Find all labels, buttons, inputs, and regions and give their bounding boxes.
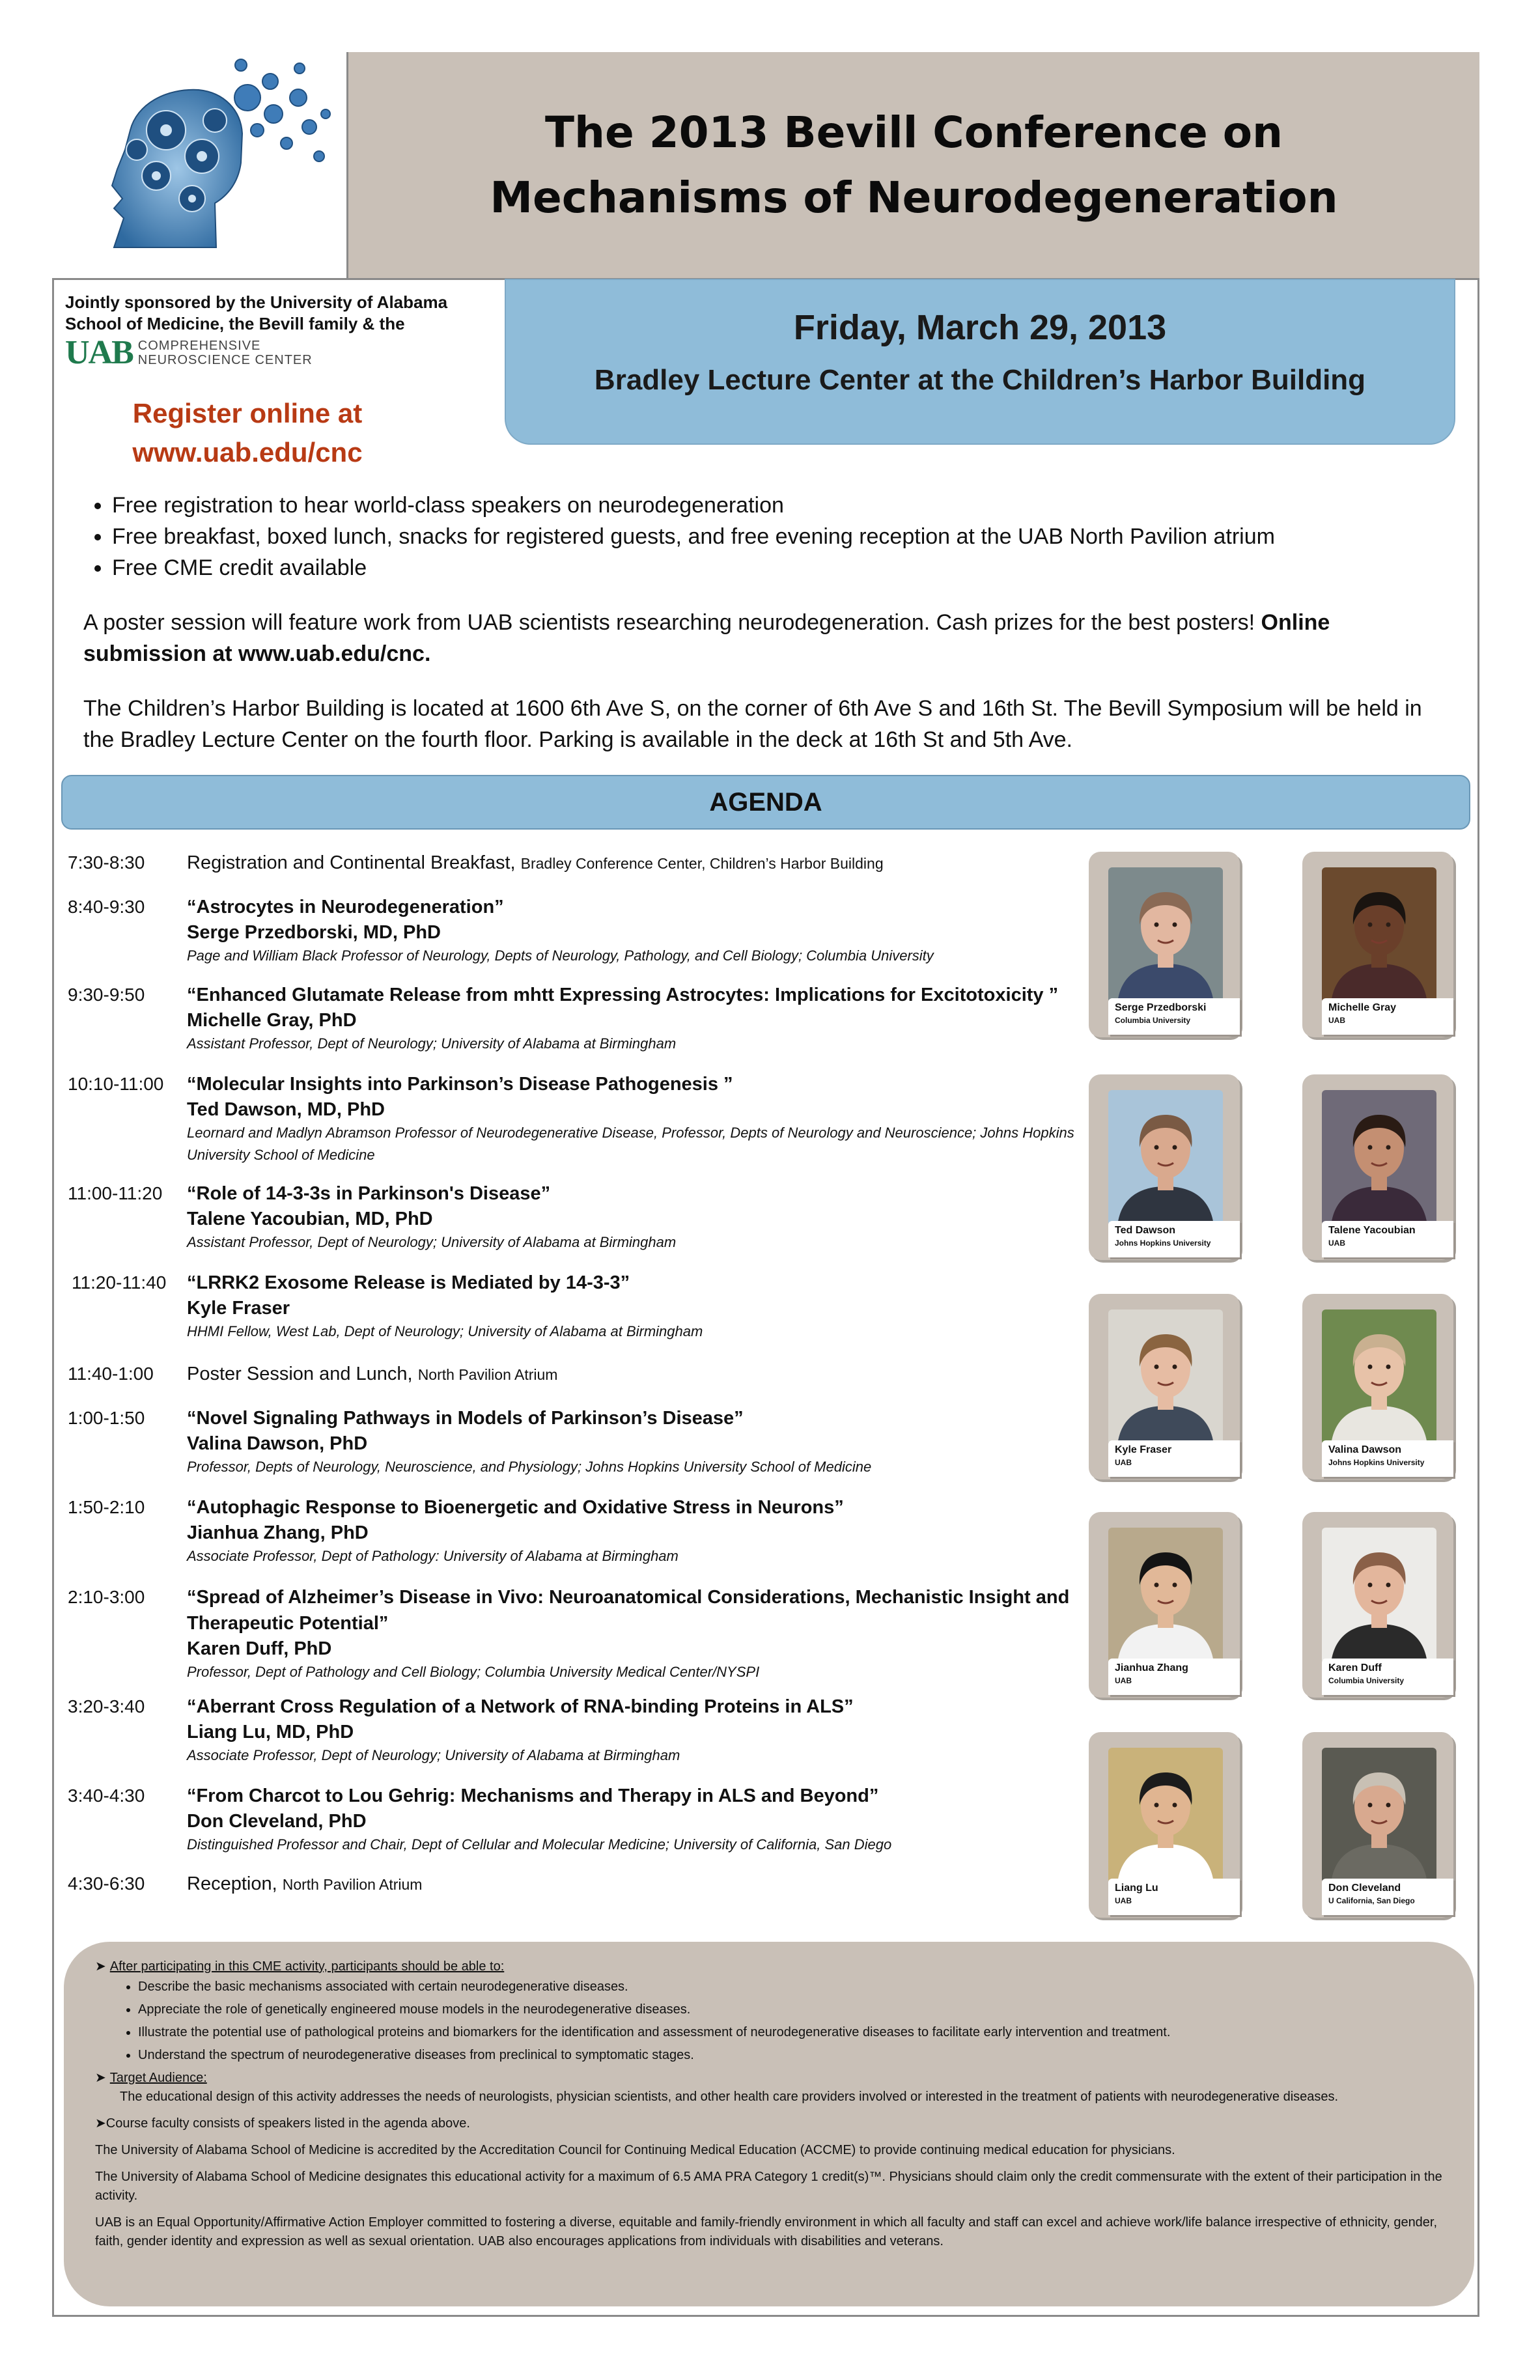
- speaker-name: Liang Lu, MD, PhD: [187, 1722, 354, 1743]
- agenda-body: [187, 1181, 1092, 1253]
- arrow-bullet-icon: ➤: [95, 2116, 106, 2131]
- agenda-event-location: North Pavilion Atrium: [282, 1876, 423, 1893]
- eeo-text: UAB is an Equal Opportunity/Affirmative Action Employer committed to fostering a diverse, equitable and family-friendly environment in which all faculty and staff can excel and achieve work/life balance irrespective of ethnicity, gender, faith, gender identity and expression as well as sexual orientation. UAB also encourages applications from individuals with disabilities and veterans.: [95, 2215, 1438, 2248]
- talk-title: “From Charcot to Lou Gehrig: Mechanisms and Therapy in ALS and Beyond”: [187, 1785, 879, 1806]
- agenda-body: [187, 1405, 1092, 1478]
- caption-name: Valina Dawson: [1328, 1444, 1402, 1455]
- poster-text: A poster session will feature work from UAB scientists researching neurodegeneration. Cash prizes for the best posters!: [83, 610, 1255, 635]
- speaker-caption: [1108, 1659, 1240, 1695]
- caption-institution: Johns Hopkins University: [1115, 1239, 1211, 1248]
- title-line-1: The 2013 Bevill Conference on: [544, 107, 1283, 158]
- speaker-name: Ted Dawson, MD, PhD: [187, 1099, 385, 1120]
- speaker-name: Talene Yacoubian, MD, PhD: [187, 1209, 433, 1229]
- caption-institution: Columbia University: [1328, 1676, 1405, 1685]
- speaker-card: [1089, 1294, 1240, 1479]
- sponsor-line-1: Jointly sponsored by the University of Alabama: [65, 292, 448, 312]
- caption-name: Ted Dawson: [1115, 1225, 1176, 1236]
- speaker-name: Karen Duff, PhD: [187, 1638, 332, 1659]
- speaker-card: [1089, 1732, 1240, 1918]
- speaker-photo: [1108, 1528, 1223, 1663]
- center-line-1: COMPREHENSIVE: [137, 339, 261, 353]
- conference-title: [348, 52, 1479, 280]
- speaker-name: Jianhua Zhang, PhD: [187, 1522, 369, 1543]
- speaker-affiliation: Professor, Dept of Pathology and Cell Biology; Columbia University Medical Center/NYSPI: [187, 1664, 760, 1680]
- speaker-affiliation: Assistant Professor, Dept of Neurology; University of Alabama at Birmingham: [187, 1035, 677, 1052]
- objective-item: • Understand the spectrum of neurodegenerative diseases from preclinical to symptomatic stages.: [138, 2046, 1443, 2065]
- agenda-body: [187, 1494, 1092, 1567]
- speaker-caption: [1108, 1221, 1240, 1257]
- center-line-2: NEUROSCIENCE CENTER: [137, 353, 313, 367]
- uab-cnc-logo: [65, 334, 313, 371]
- talk-title: “Novel Signaling Pathways in Models of Parkinson’s Disease”: [187, 1408, 744, 1429]
- sponsor-text: [65, 292, 495, 335]
- agenda-heading: AGENDA: [61, 775, 1470, 830]
- agenda-body: [187, 894, 1092, 967]
- cme-info-box: [64, 1942, 1474, 2306]
- agenda-body: [187, 1783, 1092, 1856]
- caption-institution: UAB: [1115, 1676, 1132, 1685]
- agenda-body: [187, 1694, 1092, 1767]
- objective-item: • Appreciate the role of genetically engineered mouse models in the neurodegenerative diseases.: [138, 2000, 1443, 2019]
- agenda-time: 11:40-1:00: [68, 1364, 154, 1384]
- speaker-photo: [1322, 867, 1436, 1003]
- sponsor-line-2: School of Medicine, the Bevill family & the: [65, 314, 405, 333]
- caption-institution: UAB: [1115, 1458, 1132, 1467]
- speaker-caption: [1322, 1659, 1453, 1695]
- agenda-time: 4:30-6:30: [68, 1873, 145, 1894]
- talk-title: “Spread of Alzheimer’s Disease in Vivo: Neuroanatomical Considerations, Mechanistic Insight and Therapeutic Potential”: [187, 1587, 1070, 1634]
- agenda-time: 1:00-1:50: [68, 1408, 145, 1428]
- caption-institution: Columbia University: [1115, 1016, 1191, 1025]
- caption-institution: UAB: [1115, 1896, 1132, 1905]
- agenda-body: [187, 1584, 1092, 1683]
- speaker-card: [1302, 1074, 1453, 1260]
- speaker-caption: [1108, 1879, 1240, 1915]
- benefit-item: • Free registration to hear world-class speakers on neurodegeneration: [112, 490, 1457, 521]
- audience-heading: [95, 2069, 1443, 2088]
- gear-head-icon: [52, 52, 346, 277]
- speaker-photo: [1108, 1309, 1223, 1445]
- agenda-body: [187, 982, 1092, 1055]
- caption-institution: Johns Hopkins University: [1328, 1458, 1425, 1467]
- speaker-photo: [1108, 867, 1223, 1003]
- agenda-body: [187, 1270, 1092, 1343]
- agenda-event-name: Registration and Continental Breakfast,: [187, 852, 516, 873]
- speaker-card: [1089, 852, 1240, 1037]
- speaker-affiliation: Professor, Depts of Neurology, Neuroscience, and Physiology; Johns Hopkins University School of Medicine: [187, 1459, 872, 1475]
- agenda-time: 7:30-8:30: [68, 852, 145, 873]
- agenda-time: 10:10-11:00: [68, 1074, 164, 1094]
- speaker-photo: [1108, 1748, 1223, 1883]
- agenda-event: [187, 1871, 1092, 1897]
- caption-name: Talene Yacoubian: [1328, 1225, 1416, 1236]
- speaker-name: Kyle Fraser: [187, 1298, 290, 1319]
- talk-title: “Enhanced Glutamate Release from mhtt Expressing Astrocytes: Implications for Excitotoxicity ”: [187, 985, 1059, 1005]
- speaker-affiliation: HHMI Fellow, West Lab, Dept of Neurology; University of Alabama at Birmingham: [187, 1323, 703, 1339]
- caption-name: Kyle Fraser: [1115, 1444, 1172, 1455]
- agenda-time: 11:20-11:40: [72, 1272, 167, 1293]
- agenda-time: 1:50-2:10: [68, 1497, 145, 1517]
- agenda-time: 9:30-9:50: [68, 985, 145, 1005]
- agenda-event-name: Poster Session and Lunch,: [187, 1364, 413, 1384]
- register-url[interactable]: www.uab.edu/cnc: [132, 437, 363, 468]
- agenda-body: [187, 1361, 1092, 1388]
- caption-name: Jianhua Zhang: [1115, 1662, 1188, 1673]
- agenda-event: [187, 850, 1092, 876]
- agenda-time: 11:00-11:20: [68, 1183, 163, 1203]
- talk-title: “Molecular Insights into Parkinson’s Disease Pathogenesis ”: [187, 1074, 733, 1095]
- speaker-name: Valina Dawson, PhD: [187, 1433, 368, 1454]
- speaker-name: Don Cleveland, PhD: [187, 1811, 367, 1832]
- speaker-photo: [1322, 1748, 1436, 1883]
- accreditation-text: The University of Alabama School of Medicine is accredited by the Accreditation Council for Continuing Medical Education (ACCME) to provide continuing medical education for physicians.: [95, 2143, 1175, 2157]
- caption-name: Liang Lu: [1115, 1883, 1158, 1894]
- objectives-list: [95, 1978, 1443, 2065]
- caption-name: Karen Duff: [1328, 1662, 1382, 1673]
- event-venue: Bradley Lecture Center at the Children’s Harbor Building: [594, 364, 1366, 396]
- speaker-affiliation: Associate Professor, Dept of Pathology: University of Alabama at Birmingham: [187, 1548, 679, 1564]
- speaker-card: [1302, 1512, 1453, 1698]
- speaker-caption: [1322, 998, 1453, 1035]
- speaker-caption: [1108, 998, 1240, 1035]
- faculty-note: [95, 2114, 1443, 2133]
- talk-title: “LRRK2 Exosome Release is Mediated by 14-3-3”: [187, 1272, 630, 1293]
- register-link[interactable]: [65, 394, 430, 472]
- talk-title: “Astrocytes in Neurodegeneration”: [187, 897, 504, 917]
- intro-section: [83, 490, 1457, 755]
- agenda-time: 2:10-3:00: [68, 1587, 145, 1607]
- register-line-1: Register online at: [132, 398, 363, 428]
- caption-name: Michelle Gray: [1328, 1002, 1397, 1013]
- talk-title: “Role of 14-3-3s in Parkinson's Disease”: [187, 1183, 551, 1204]
- agenda-body: [187, 1871, 1092, 1897]
- speaker-card: [1302, 852, 1453, 1037]
- speaker-caption: [1322, 1440, 1453, 1477]
- caption-institution: UAB: [1328, 1016, 1345, 1025]
- benefit-item: • Free CME credit available: [112, 552, 1457, 583]
- speaker-photo: [1108, 1090, 1223, 1225]
- header-logo: [52, 52, 348, 280]
- speaker-photo: [1322, 1528, 1436, 1663]
- audience-heading-text: Target Audience:: [109, 2071, 207, 2085]
- speaker-card: [1089, 1512, 1240, 1698]
- speaker-card: [1089, 1074, 1240, 1260]
- benefit-list: [83, 490, 1457, 583]
- arrow-bullet-icon: ➤: [95, 1959, 106, 1974]
- objectives-heading-text: After participating in this CME activity, participants should be able to:: [109, 1959, 505, 1974]
- benefit-item: • Free breakfast, boxed lunch, snacks for registered guests, and free evening reception at the UAB North Pavilion atrium: [112, 521, 1457, 552]
- speaker-affiliation: Associate Professor, Dept of Neurology; University of Alabama at Birmingham: [187, 1747, 680, 1763]
- speaker-affiliation: Leornard and Madlyn Abramson Professor of Neurodegenerative Disease, Professor, Depts of Neurology and Neuroscience; Johns Hopkins University School of Medicine: [187, 1125, 1074, 1163]
- poster-paragraph: [83, 607, 1457, 669]
- agenda-body: [187, 1071, 1092, 1166]
- objective-item: • Describe the basic mechanisms associated with certain neurodegenerative diseases.: [138, 1978, 1443, 1996]
- talk-title: “Autophagic Response to Bioenergetic and Oxidative Stress in Neurons”: [187, 1497, 844, 1518]
- agenda-body: [187, 850, 1092, 876]
- audience-text: The educational design of this activity addresses the needs of neurologists, physician scientists, and other health care providers involved or interested in the treatment of patients with neurodegenerative diseases.: [120, 2090, 1339, 2104]
- agenda-event-location: North Pavilion Atrium: [417, 1366, 558, 1383]
- arrow-bullet-icon: ➤: [95, 2071, 106, 2085]
- objectives-heading: [95, 1957, 1443, 1976]
- speaker-affiliation: Distinguished Professor and Chair, Dept of Cellular and Molecular Medicine; University of California, San Diego: [187, 1836, 892, 1853]
- objective-item: • Illustrate the potential use of pathological proteins and biomarkers for the identification and assessment of neurodegenerative diseases to facilitate early intervention and treatment.: [138, 2023, 1443, 2042]
- speaker-photo: [1322, 1090, 1436, 1225]
- agenda-time: 3:40-4:30: [68, 1785, 145, 1806]
- speaker-caption: [1322, 1221, 1453, 1257]
- faculty-text: Course faculty consists of speakers listed in the agenda above.: [105, 2116, 470, 2131]
- agenda-time: 3:20-3:40: [68, 1696, 145, 1716]
- caption-institution: UAB: [1328, 1239, 1345, 1248]
- speaker-affiliation: Assistant Professor, Dept of Neurology; University of Alabama at Birmingham: [187, 1234, 677, 1250]
- speaker-card: [1302, 1732, 1453, 1918]
- speaker-name: Michelle Gray, PhD: [187, 1010, 357, 1031]
- location-paragraph: The Children’s Harbor Building is located at 1600 6th Ave S, on the corner of 6th Ave S and 16th St. The Bevill Symposium will be held in the Bradley Lecture Center on the fourth floor. Parking is available in the deck at 16th St and 5th Ave.: [83, 696, 1422, 752]
- caption-name: Don Cleveland: [1328, 1883, 1401, 1894]
- agenda-event: [187, 1361, 1092, 1388]
- agenda-event-name: Reception,: [187, 1873, 277, 1894]
- speaker-name: Serge Przedborski, MD, PhD: [187, 922, 441, 943]
- uab-center-name: [138, 339, 313, 367]
- speaker-photo: [1322, 1309, 1436, 1445]
- talk-title: “Aberrant Cross Regulation of a Network of RNA-binding Proteins in ALS”: [187, 1696, 854, 1717]
- caption-institution: U California, San Diego: [1328, 1896, 1415, 1905]
- speaker-caption: [1108, 1440, 1240, 1477]
- event-date: Friday, March 29, 2013: [793, 308, 1167, 347]
- speaker-card: [1302, 1294, 1453, 1479]
- agenda-time: 8:40-9:30: [68, 897, 145, 917]
- agenda-event-location: Bradley Conference Center, Children’s Harbor Building: [520, 855, 884, 872]
- uab-mark: UAB: [65, 334, 133, 371]
- title-line-2: Mechanisms of Neurodegeneration: [490, 172, 1338, 223]
- caption-name: Serge Przedborski: [1115, 1002, 1207, 1013]
- credit-text: The University of Alabama School of Medicine designates this educational activity for a maximum of 6.5 AMA PRA Category 1 credit(s)™. Physicians should claim only the credit commensurate with the extent of their participation in the activity.: [95, 2170, 1442, 2203]
- speaker-affiliation: Page and William Black Professor of Neurology, Depts of Neurology, Pathology, and Cell Biology; Columbia University: [187, 947, 934, 964]
- date-venue-box: [505, 279, 1455, 445]
- poster-submission: Online submission at www.uab.edu/cnc.: [83, 610, 1330, 666]
- speaker-caption: [1322, 1879, 1453, 1915]
